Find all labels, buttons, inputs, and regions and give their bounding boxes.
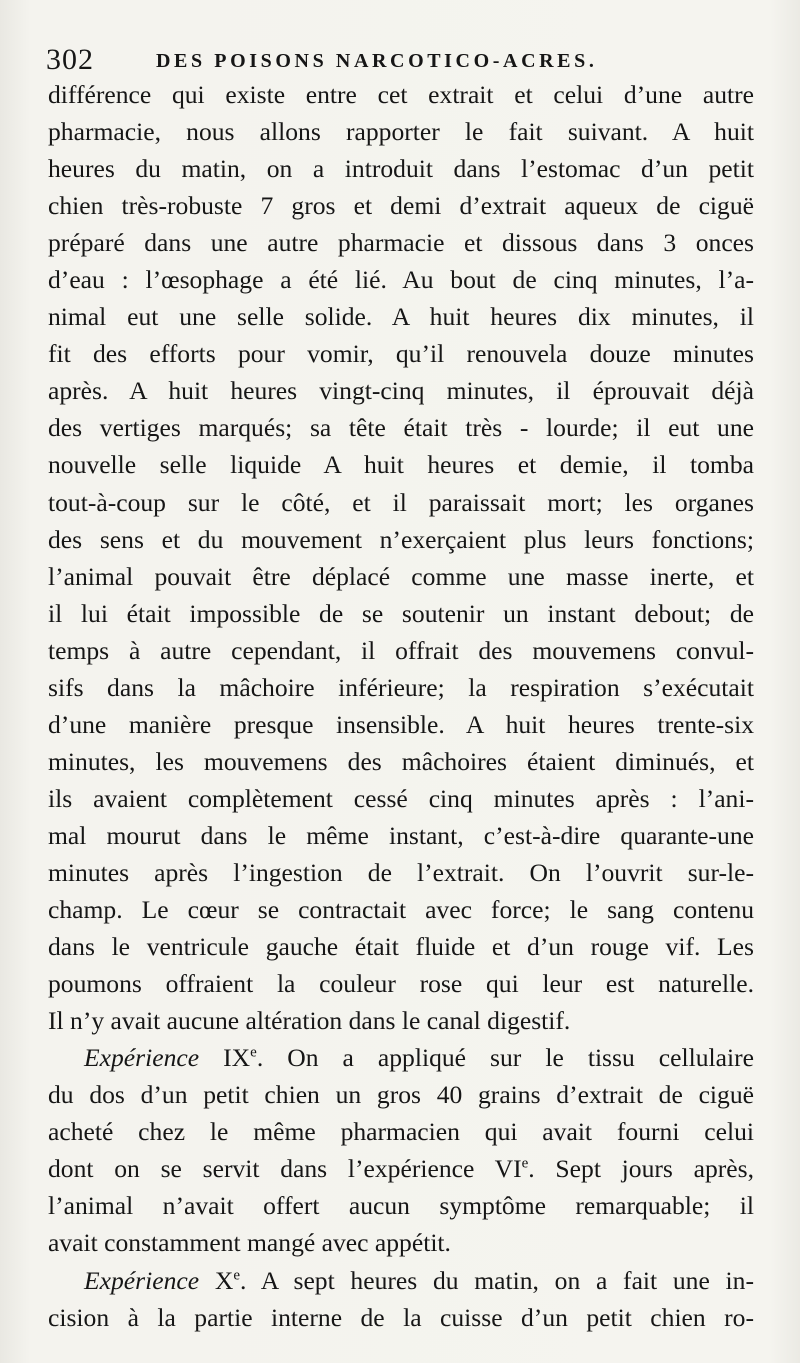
text-line: heures du matin, on a introduit dans l’estomac d’un petit	[48, 154, 754, 184]
text-line: différence qui existe entre cet extrait et celui d’une autre	[48, 80, 754, 109]
text-line: après. A huit heures vingt-cinq minutes, il éprouvait déjà	[48, 376, 754, 406]
text-line: dont on se servit dans l’expérience VIe. Sept jours après,	[48, 1154, 754, 1184]
text-line: ils avaient complètement cessé cinq minutes après : l’ani-	[48, 783, 754, 813]
text-line: dans le ventricule gauche était fluide et d’un rouge vif. Les	[48, 932, 754, 962]
text-line: Expérience Xe. A sept heures du matin, on a fait une in-	[84, 1265, 754, 1295]
body-text	[48, 76, 754, 1336]
text-line: il lui était impossible de se soutenir un instant debout; de	[48, 598, 754, 628]
text-line: minutes, les mouvemens des mâchoires étaient diminués, et	[48, 746, 754, 776]
text-line: avait constamment mangé avec appétit.	[48, 1228, 451, 1258]
experiment-heading: Expérience	[84, 1265, 200, 1295]
text-line: mal mourut dans le même instant, c’est-à-dire quarante-une	[48, 820, 754, 850]
text-line: préparé dans une autre pharmacie et dissous dans 3 onces	[48, 228, 754, 258]
text-line: champ. Le cœur se contractait avec force; le sang contenu	[48, 895, 754, 925]
text-line: l’animal pouvait être déplacé comme une masse inerte, et	[48, 561, 754, 591]
text-line: chien très-robuste 7 gros et demi d’extrait aqueux de ciguë	[48, 191, 754, 221]
text-line: d’eau : l’œsophage a été lié. Au bout de cinq minutes, l’a-	[48, 265, 754, 295]
text-line: l’animal n’avait offert aucun symptôme remarquable; il	[48, 1191, 754, 1221]
page-number: 302	[46, 43, 94, 76]
experiment-heading: Expérience	[84, 1043, 200, 1073]
text-line: poumons offraient la couleur rose qui leur est naturelle.	[48, 969, 754, 999]
text-line: nimal eut une selle solide. A huit heures dix minutes, il	[48, 302, 754, 332]
page-header	[46, 40, 756, 80]
text-line: cision à la partie interne de la cuisse d’un petit chien ro-	[48, 1302, 754, 1332]
text-line: fit des efforts pour vomir, qu’il renouvela douze minutes	[48, 339, 754, 369]
text-line: temps à autre cependant, il offrait des mouvemens convul-	[48, 635, 754, 665]
text-line: pharmacie, nous allons rapporter le fait suivant. A huit	[48, 117, 754, 147]
text-line: nouvelle selle liquide A huit heures et demie, il tomba	[48, 450, 754, 480]
text-line: tout-à-coup sur le côté, et il paraissait mort; les organes	[48, 487, 754, 517]
text-line: Il n’y avait aucune altération dans le canal digestif.	[48, 1006, 571, 1036]
running-head: DES POISONS NARCOTICO-ACRES.	[156, 50, 598, 72]
text-line: des sens et du mouvement n’exerçaient plus leurs fonctions;	[48, 524, 754, 554]
text-line: sifs dans la mâchoire inférieure; la respiration s’exécutait	[48, 672, 754, 702]
text-line: du dos d’un petit chien un gros 40 grains d’extrait de ciguë	[48, 1080, 754, 1110]
text-line: acheté chez le même pharmacien qui avait fourni celui	[48, 1117, 754, 1147]
text-line: Expérience IXe. On a appliqué sur le tissu cellulaire	[84, 1043, 754, 1073]
text-line: minutes après l’ingestion de l’extrait. On l’ouvrit sur-le-	[48, 857, 754, 887]
text-line: des vertiges marqués; sa tête était très - lourde; il eut une	[48, 413, 754, 443]
text-line: d’une manière presque insensible. A huit heures trente-six	[48, 709, 754, 739]
